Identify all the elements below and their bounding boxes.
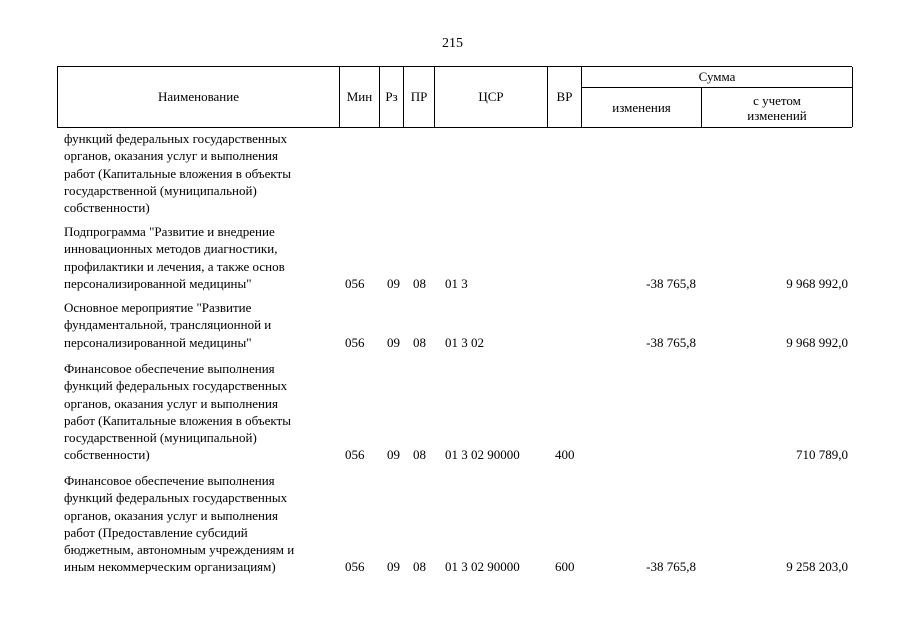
cell-min: 056 <box>345 276 365 291</box>
header-sum: Сумма <box>582 67 853 88</box>
name-line: государственной (муниципальной) <box>64 182 257 198</box>
name-line: Финансовое обеспечение выполнения <box>64 361 275 376</box>
name-line: работ (Предоставление субсидий <box>64 524 248 540</box>
name-line: органов, оказания услуг и выполнения <box>64 395 278 411</box>
cell-csr: 01 3 02 90000 <box>445 559 520 574</box>
name-line: Финансовое обеспечение выполнения <box>64 473 275 488</box>
name-line: персонализированной медицины" <box>64 334 252 350</box>
cell-min: 056 <box>345 335 365 350</box>
name-line: инновационных методов диагностики, <box>64 241 278 257</box>
name-line: работ (Капитальные вложения в объекты <box>64 165 291 181</box>
cell-vr: 400 <box>555 447 575 462</box>
name-line: профилактики и лечения, а также основ <box>64 258 285 274</box>
cell-changes: -38 765,8 <box>646 559 696 574</box>
name-line: собственности) <box>64 200 150 216</box>
row-name <box>64 299 334 351</box>
header-with-changes-line1: с учетом <box>753 92 801 108</box>
name-line: бюджетным, автономным учреждениям и <box>64 542 295 558</box>
name-line: Подпрограмма "Развитие и внедрение <box>64 224 275 239</box>
cell-pr: 08 <box>413 559 426 574</box>
name-line: государственной (муниципальной) <box>64 430 257 446</box>
cell-min: 056 <box>345 559 365 574</box>
name-line: Основное мероприятие "Развитие <box>64 300 252 315</box>
row-name <box>64 472 334 576</box>
cell-rz: 09 <box>387 335 400 350</box>
header-pr: ПР <box>404 67 435 127</box>
cell-rz: 09 <box>387 447 400 462</box>
cell-changes: -38 765,8 <box>646 335 696 350</box>
name-line: функций федеральных государственных <box>64 131 288 146</box>
cell-changes: -38 765,8 <box>646 276 696 291</box>
name-line: собственности) <box>64 447 150 463</box>
cell-total: 9 968 992,0 <box>786 276 848 291</box>
header-name: Наименование <box>58 67 340 127</box>
cell-csr: 01 3 02 90000 <box>445 447 520 462</box>
cell-total: 710 789,0 <box>796 447 848 462</box>
name-line: органов, оказания услуг и выполнения <box>64 148 278 164</box>
header-min: Мин <box>340 67 380 127</box>
cell-total: 9 258 203,0 <box>786 559 848 574</box>
header-rz: Рз <box>380 67 404 127</box>
cell-rz: 09 <box>387 559 400 574</box>
row-name <box>64 223 334 292</box>
name-line: функций федеральных государственных <box>64 490 288 506</box>
name-line: фундаментальной, трансляционной и <box>64 317 272 333</box>
name-line: органов, оказания услуг и выполнения <box>64 507 278 523</box>
cell-pr: 08 <box>413 276 426 291</box>
page-number: 215 <box>442 36 463 51</box>
cell-min: 056 <box>345 447 365 462</box>
cell-pr: 08 <box>413 335 426 350</box>
cell-pr: 08 <box>413 447 426 462</box>
cell-rz: 09 <box>387 276 400 291</box>
cell-csr: 01 3 02 <box>445 335 484 350</box>
table-header <box>57 66 852 128</box>
header-csr: ЦСР <box>435 67 548 127</box>
cell-vr: 600 <box>555 559 575 574</box>
name-line: иным некоммерческим организациям) <box>64 559 276 575</box>
header-vr: ВР <box>548 67 582 127</box>
name-line: персонализированной медицины" <box>64 275 252 291</box>
name-line: функций федеральных государственных <box>64 378 288 394</box>
row-name <box>64 360 334 464</box>
header-changes: изменения <box>582 88 702 127</box>
cell-csr: 01 3 <box>445 276 468 291</box>
cell-total: 9 968 992,0 <box>786 335 848 350</box>
row-name <box>64 130 334 216</box>
name-line: работ (Капитальные вложения в объекты <box>64 412 291 428</box>
header-with-changes-line2: изменений <box>747 107 807 123</box>
header-with-changes <box>702 88 853 127</box>
